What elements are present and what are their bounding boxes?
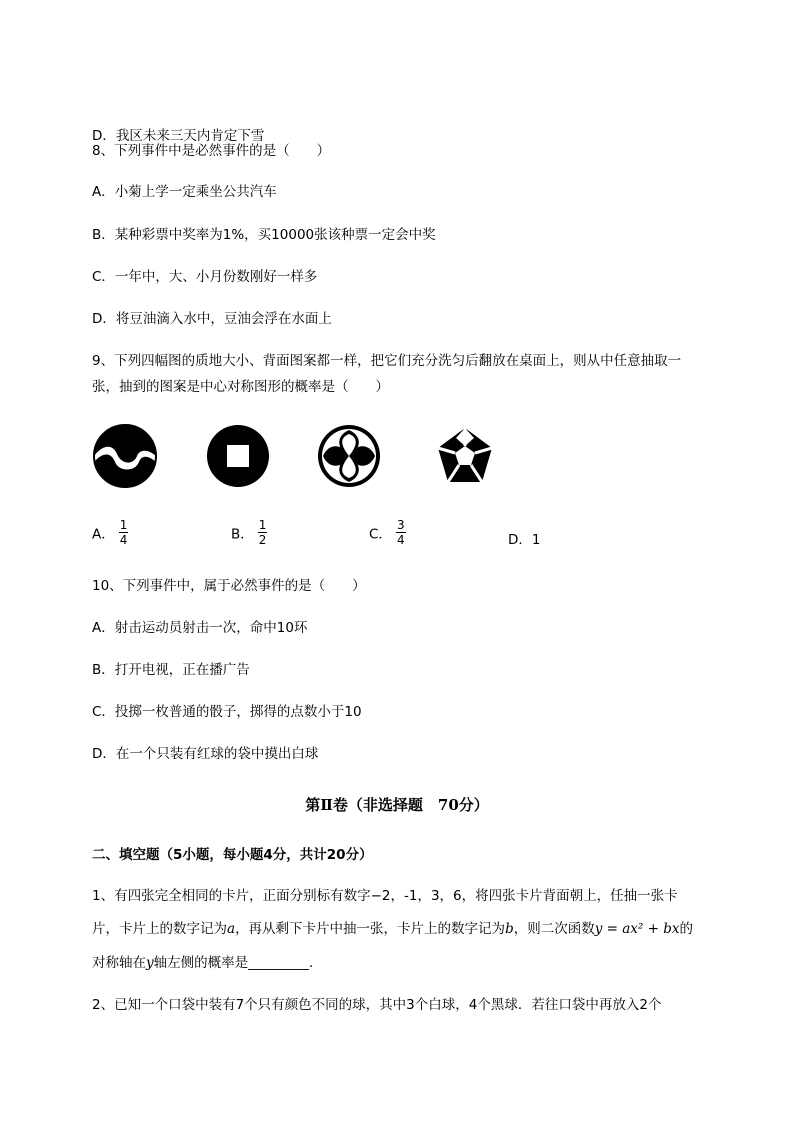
q8-option-d: D．将豆油滴入水中，豆油会浮在水面上 [92, 311, 332, 327]
q9-stem-line2: 张，抽到的图案是中心对称图形的概率是（ ） [92, 379, 389, 395]
fill1-line3: 对称轴在y轴左侧的概率是_________. [92, 955, 314, 971]
q7-option-d: D．我区未来三天内肯定下雪 [92, 128, 265, 144]
q10-option-c: C．投掷一枚普通的骰子，掷得的点数小于10 [92, 704, 362, 720]
q8-option-a: A．小菊上学一定乘坐公共汽车 [92, 184, 277, 200]
coin-square-hole-icon [206, 424, 270, 488]
variable-a: a [227, 921, 236, 937]
section-heading: 二、填空题（5小题，每小题4分，共计20分） [92, 847, 373, 863]
q9-stem-line1: 9、下列四幅图的质地大小、背面图案都一样，把它们充分洗匀后翻放在桌面上，则从中任意抽取一 [92, 353, 682, 369]
q9-option-d: D．1 [508, 532, 541, 548]
fraction: $\frac{3}{4}$ [396, 518, 405, 547]
four-petal-circle-icon [317, 424, 381, 488]
yin-yang-wave-icon [93, 424, 157, 488]
q8-option-b: B．某种彩票中奖率为1%，买10000张该种票一定会中奖 [92, 227, 436, 243]
q9-option-c: C． $\frac{3}{4}$ [369, 518, 405, 547]
pentagon-flower-icon [433, 424, 497, 488]
q10-option-a: A．射击运动员射击一次，命中10环 [92, 620, 308, 636]
quadratic-formula: y = ax² + bx [594, 921, 680, 937]
q8-stem: 8、下列事件中是必然事件的是（ ） [92, 143, 331, 159]
q9-option-a: A． $\frac{1}{4}$ [92, 518, 128, 547]
q10-stem: 10、下列事件中，属于必然事件的是（ ） [92, 578, 366, 594]
part2-title: 第Ⅱ卷（非选择题 70分） [305, 796, 489, 814]
fraction: $\frac{1}{2}$ [258, 518, 267, 547]
q10-option-b: B．打开电视，正在播广告 [92, 662, 250, 678]
variable-y: y [146, 955, 154, 971]
fill2-line1: 2、已知一个口袋中装有7个只有颜色不同的球，其中3个白球，4个黑球．若往口袋中再放入2个 [92, 997, 662, 1013]
q9-option-b: B． $\frac{1}{2}$ [231, 518, 267, 547]
q8-option-c: C．一年中，大、小月份数刚好一样多 [92, 269, 318, 285]
fraction: $\frac{1}{4}$ [119, 518, 128, 547]
fill1-line2: 片，卡片上的数字记为a，再从剩下卡片中抽一张，卡片上的数字记为b，则二次函数y = ax² + bx的 [92, 921, 693, 937]
fill1-line1: 1、有四张完全相同的卡片，正面分别标有数字−2，-1，3，6，将四张卡片背面朝上，任抽一张卡 [92, 888, 678, 904]
q10-option-d: D．在一个只装有红球的袋中摸出白球 [92, 746, 319, 762]
variable-b: b [505, 921, 514, 937]
